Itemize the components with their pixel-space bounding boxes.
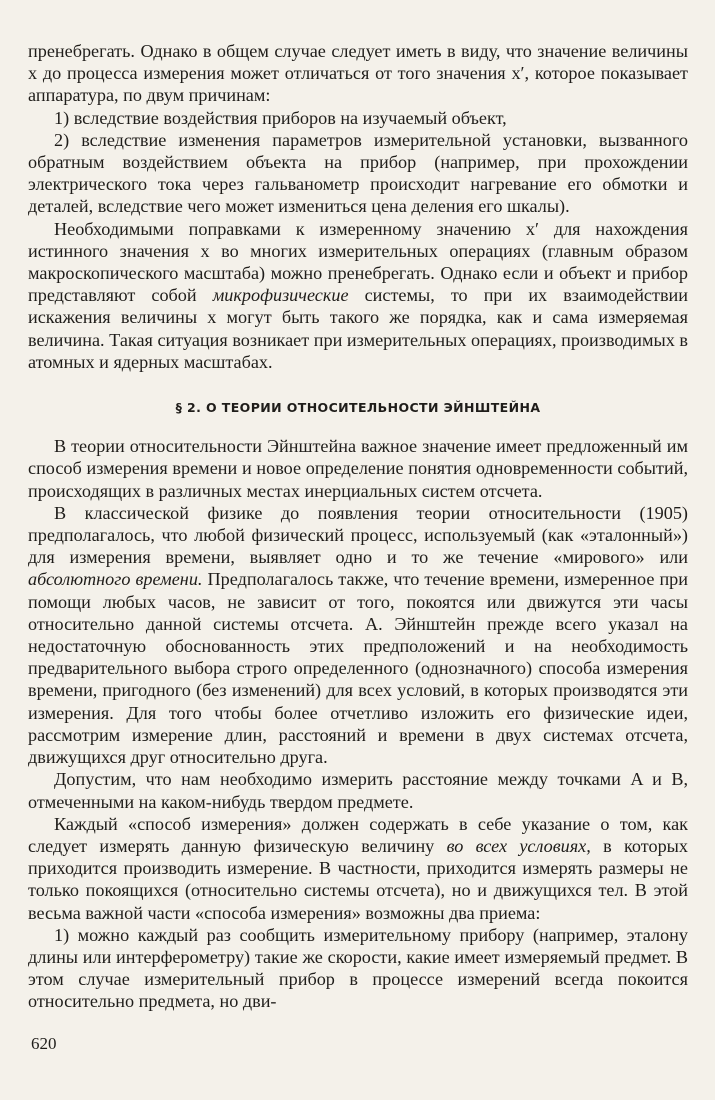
list-item-method-1: 1) можно каждый раз сообщить измерительному прибору (например, эталону длины или интерферометру) такие же скорости, какие имеет измеряемый предмет. В этом случае измерительный прибор в процессе измерений всегда покоится относительно предмета, но дви- xyxy=(28,924,688,1012)
list-item-2: 2) вследствие изменения параметров измерительной установки, вызванного обратным воздействием объекта на прибор (например, при прохождении электрического тока через гальванометр происходит нагревание его обмотки и деталей, вследствие чего может измениться цена деления его шкалы). xyxy=(28,129,688,217)
text-run: в которых приходится производить измерение. В частности, приходится измерять размеры не только покоящихся (относительно системы отсчета), но и движущихся тел. В этой весьма важной части «способа измерения» возможны два приема: xyxy=(28,835,688,923)
text-run: Необходимыми поправками к измеренному значению x′ для нахождения истинного значения x во многих измерительных операциях (главным образом макроскопического масштаба) можно пренебрегать. Однако если и объект и прибор представляют собой xyxy=(28,218,688,306)
paragraph-intro: В теории относительности Эйнштейна важное значение имеет предложенный им способ измерения времени и новое определение понятия одновременности событий, происходящих в различных местах инерциальных систем отсчета. xyxy=(28,436,688,501)
section-heading xyxy=(28,397,688,419)
paragraph-continuation: пренебрегать. Однако в общем случае следует иметь в виду, что значение величины x до процесса измерения может отличаться от того значения x′, которое показывает аппаратура, по двум причинам: xyxy=(28,41,688,106)
section-title: О ТЕОРИИ ОТНОСИТЕЛЬНОСТИ ЭЙНШТЕЙНА xyxy=(206,400,541,416)
page-number: 620 xyxy=(31,1034,57,1053)
emphasis-text: микрофизические xyxy=(212,285,349,306)
emphasis-text: во всех условиях, xyxy=(446,835,591,856)
paragraph-corrections xyxy=(28,218,688,373)
text-run: Предполагалось также, что течение времени, измеренное при помощи любых часов, не зависит от того, покоятся или движутся эти часы относительно данной системы отсчета. А. Эйнштейн прежде всего указал на недостаточную обоснованность этих предположений и на необходимость предварительного выбора строго определенного (однозначного) способа измерения времени, пригодного (без изменений) для всех условий, в которых производятся эти измерения. Для того чтобы более отчетливо изложить его физические идеи, рассмотрим измерение длин, расстояний и времени в двух системах отсчета, движущихся друг относительно друга. xyxy=(28,569,689,768)
body-text xyxy=(28,40,688,1013)
section-number: § 2. xyxy=(175,400,202,416)
text-run: Каждый «способ измерения» должен содержать в себе указание о том, как следует измерять данную физическую величину xyxy=(28,813,688,856)
text-run: В классической физике до появления теории относительности (1905) предполагалось, что любой физический процесс, используемый (как «эталонный») для измерения времени, выявляет одно и то же течение «мирового» или xyxy=(28,502,688,568)
paragraph-measurement-method xyxy=(28,813,688,924)
text-run: системы, то при их взаимодействии искажения величины x могут быть такого же порядка, как и сама измеряемая величина. Такая ситуация возникает при измерительных операциях, производимых в атомных и ядерных масштабах. xyxy=(28,285,689,372)
paragraph-distance: Допустим, что нам необходимо измерить расстояние между точками A и B, отмеченными на каком-нибудь твердом предмете. xyxy=(28,769,688,812)
paragraph-classical-physics xyxy=(28,502,688,768)
emphasis-text: абсолютного времени. xyxy=(28,569,203,590)
list-item-1: 1) вследствие воздействия приборов на изучаемый объект, xyxy=(54,107,507,128)
